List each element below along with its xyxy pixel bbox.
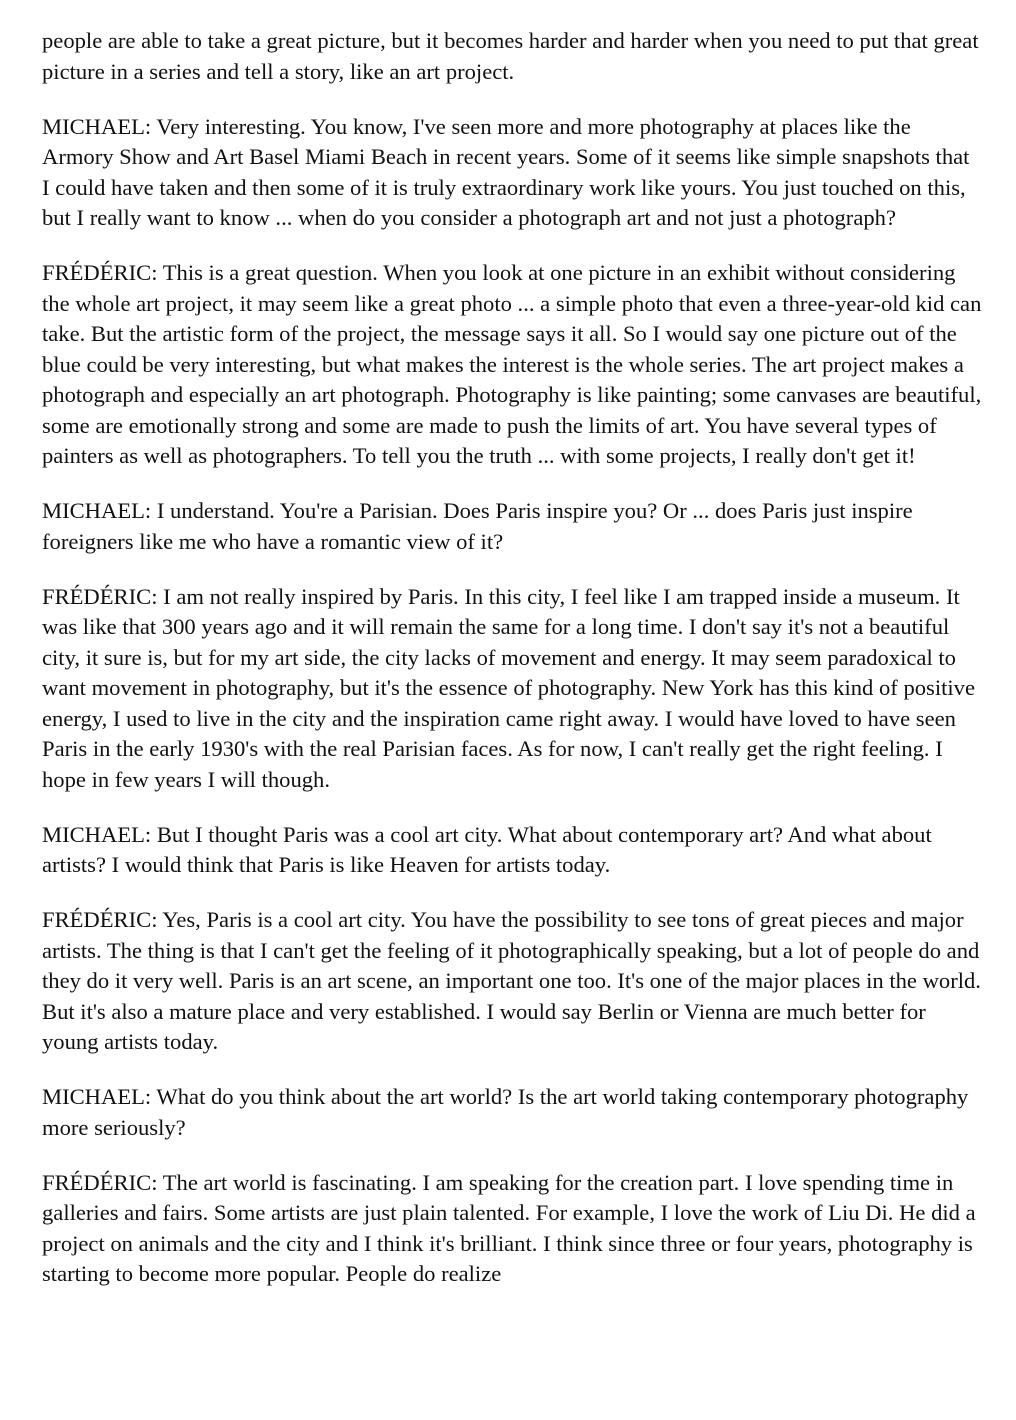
paragraph-michael-question-contemporary: MICHAEL: But I thought Paris was a cool art city. What about contemporary art? And what about artists? I would think that Paris is like Heaven for artists today. <box>42 821 932 877</box>
paragraph-frederic-answer-contemporary: FRÉDÉRIC: Yes, Paris is a cool art city. You have the possibility to see tons of great pieces and major artists. The thing is that I can't get the feeling of it photographically speaking, but a lot of people do and they do it very well. Paris is an art scene, an important one too. It's one of the major places in the world. But it's also a mature place and very established. I would say Berlin or Vienna are much better for young artists today. <box>42 907 981 1054</box>
paragraph-frederic-answer-paris: FRÉDÉRIC: I am not really inspired by Paris. In this city, I feel like I am trapped inside a museum. It was like that 300 years ago and it will remain the same for a long time. I don't say it's not a beautiful city, it sure is, but for my art side, the city lacks of movement and energy. It may seem paradoxical to want movement in photography, but it's the essence of photography. New York has this kind of positive energy, I used to live in the city and the inspiration came right away. I would have loved to have seen Paris in the early 1930's with the real Parisian faces. As for now, I can't really get the right feeling. I hope in few years I will though. <box>42 583 976 792</box>
paragraph-continuation: people are able to take a great picture, but it becomes harder and harder when you need to put that great picture in a series and tell a story, like an art project. <box>42 28 979 84</box>
paragraph-frederic-answer-art: FRÉDÉRIC: This is a great question. When you look at one picture in an exhibit without considering the whole art project, it may seem like a great photo ... a simple photo that even a three-year-old kid can take. But the artistic form of the project, the message says it all. So I would say one picture out of the blue could be very interesting, but what makes the interest is the whole series. The art project makes a photograph and especially an art photograph. Photography is like painting; some canvases are beautiful, some are emotionally strong and some are made to push the limits of art. You have several types of painters as well as photographers. To tell you the truth ... with some projects, I really don't get it! <box>42 260 982 468</box>
paragraph-michael-question-art-world: MICHAEL: What do you think about the art world? Is the art world taking contemporary photography more seriously? <box>42 1084 969 1140</box>
paragraph-frederic-answer-art-world: FRÉDÉRIC: The art world is fascinating. I am speaking for the creation part. I love spending time in galleries and fairs. Some artists are just plain talented. For example, I love the work of Liu Di. He did a project on animals and the city and I think it's brilliant. I think since three or four years, photography is starting to become more popular. People do realize <box>42 1169 976 1286</box>
paragraph-michael-question-art: MICHAEL: Very interesting. You know, I've seen more and more photography at places like the Armory Show and Art Basel Miami Beach in recent years. Some of it seems like simple snapshots that I could have taken and then some of it is truly extraordinary work like yours. You just touched on this, but I really want to know ... when do you consider a photograph art and not just a photograph? <box>42 113 970 230</box>
paragraph-michael-question-paris: MICHAEL: I understand. You're a Parisian. Does Paris inspire you? Or ... does Paris just inspire foreigners like me who have a romantic view of it? <box>42 498 913 554</box>
document-page <box>42 26 982 1314</box>
